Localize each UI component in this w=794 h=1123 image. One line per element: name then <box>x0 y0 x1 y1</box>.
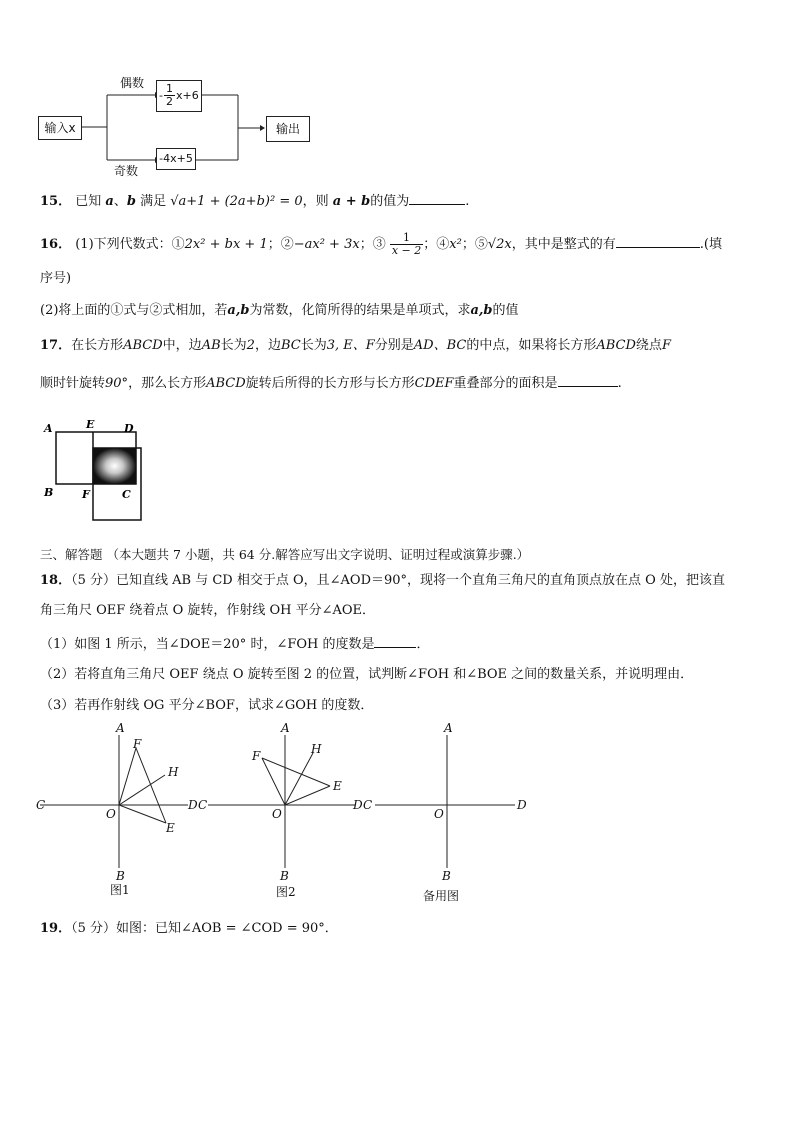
flow-even-expr: x+6 <box>176 89 199 102</box>
question-16-part2: (2)将上面的①式与②式相加，若a,b为常数，化简所得的结果是单项式，求a,b的值 <box>40 303 519 318</box>
flow-even-fraction: $\frac{1}{2}$ <box>166 82 173 108</box>
svg-text:O: O <box>434 807 444 821</box>
question-17-line1: 17．在长方形ABCD中，边AB长为2，边BC长为3, E、F分别是AD、BC的中点，如果将长方形ABCD绕点F <box>40 338 671 353</box>
svg-text:O: O <box>272 807 282 821</box>
svg-text:H: H <box>311 742 322 756</box>
svg-text:A: A <box>281 721 290 735</box>
fig1-caption: 图1 <box>110 883 130 897</box>
label-D: D <box>124 422 134 435</box>
svg-text:C: C <box>36 798 46 812</box>
question-18-line1: 18．（5 分）已知直线 AB 与 CD 相交于点 O，且∠AOD＝90°，现将一个直角三角尺的直角顶点放在点 O 处，把该直 <box>40 573 725 588</box>
question-17-line2: 顺时针旋转90°，那么长方形ABCD旋转后所得的长方形与长方形CDEF重叠部分的面积是 . <box>40 376 622 391</box>
flow-output-label: 输出 <box>275 122 300 136</box>
answer-blank-17[interactable] <box>558 374 618 387</box>
label-B: B <box>44 486 54 499</box>
overlap-region <box>93 448 136 484</box>
svg-text:F: F <box>252 749 261 763</box>
flow-even-minus: - <box>159 89 163 102</box>
q18-figures <box>30 720 540 910</box>
section-3-heading: 三、解答题 （本大题共 7 小题，共 64 分.解答应写出文字说明、证明过程或演算步骤.） <box>40 547 530 562</box>
q16-fraction: $\frac{1}{x - 2}$ <box>391 231 422 257</box>
svg-text:B: B <box>442 869 451 883</box>
question-16-part1: 16． (1)下列代数式：①2x² + bx + 1；②−ax² + 3x；③ $\frac{1}{x - 2}$ ；④x²；⑤√2x，其中是整式的有 .(填 <box>40 231 722 257</box>
svg-text:O: O <box>106 807 116 821</box>
svg-text:A: A <box>444 721 453 735</box>
svg-text:F: F <box>133 737 142 751</box>
flow-input-box <box>38 116 82 140</box>
answer-blank-15[interactable] <box>409 192 465 205</box>
answer-blank-18-1[interactable] <box>374 635 416 648</box>
flow-odd-box <box>156 148 196 170</box>
q17-rectangle-figure <box>40 416 150 526</box>
flow-input-label: 输入x <box>44 121 76 135</box>
fig2-caption: 图2 <box>276 885 296 899</box>
question-18-sub2: （2）若将直角三角尺 OEF 绕点 O 旋转至图 2 的位置，试判断∠FOH 和∠BOE 之间的数量关系，并说明理由． <box>40 667 694 682</box>
question-16-line2: 序号) <box>40 271 72 286</box>
question-18-sub1: （1）如图 1 所示，当∠DOE＝20° 时，∠FOH 的度数是 ． <box>40 637 430 652</box>
fig3-caption: 备用图 <box>423 889 460 903</box>
label-F: F <box>82 488 90 501</box>
flow-even-box <box>156 80 202 112</box>
question-18-line2: 角三角尺 OEF 绕着点 O 旋转，作射线 OH 平分∠AOE． <box>40 603 376 618</box>
question-18-sub3: （3）若再作射线 OG 平分∠BOF，试求∠GOH 的度数． <box>40 698 374 713</box>
svg-text:D: D <box>517 798 527 812</box>
label-A: A <box>44 422 53 435</box>
svg-text:H: H <box>168 765 179 779</box>
label-C: C <box>122 488 131 501</box>
flow-output-box <box>266 116 310 142</box>
label-E: E <box>86 418 95 431</box>
question-19: 19．（5 分）如图：已知∠AOB = ∠COD = 90°． <box>40 921 338 936</box>
flow-odd-expr: -4x+5 <box>159 152 193 165</box>
q15-equation: √a+1 + (2a+b)² = 0 <box>170 194 303 209</box>
svg-text:A: A <box>116 721 125 735</box>
svg-text:B: B <box>116 869 125 883</box>
question-15: 15． 已知 a、b 满足 √a+1 + (2a+b)² = 0，则 a + b的值为 . <box>40 194 470 209</box>
svg-text:C: C <box>198 798 208 812</box>
svg-text:E: E <box>333 779 342 793</box>
flow-even-label: 偶数 <box>120 76 145 90</box>
flow-odd-label: 奇数 <box>114 164 139 178</box>
svg-text:E: E <box>166 821 175 835</box>
answer-blank-16[interactable] <box>616 235 700 248</box>
svg-text:D: D <box>353 798 363 812</box>
svg-text:C: C <box>363 798 373 812</box>
svg-text:B: B <box>280 869 289 883</box>
svg-text:D: D <box>188 798 198 812</box>
